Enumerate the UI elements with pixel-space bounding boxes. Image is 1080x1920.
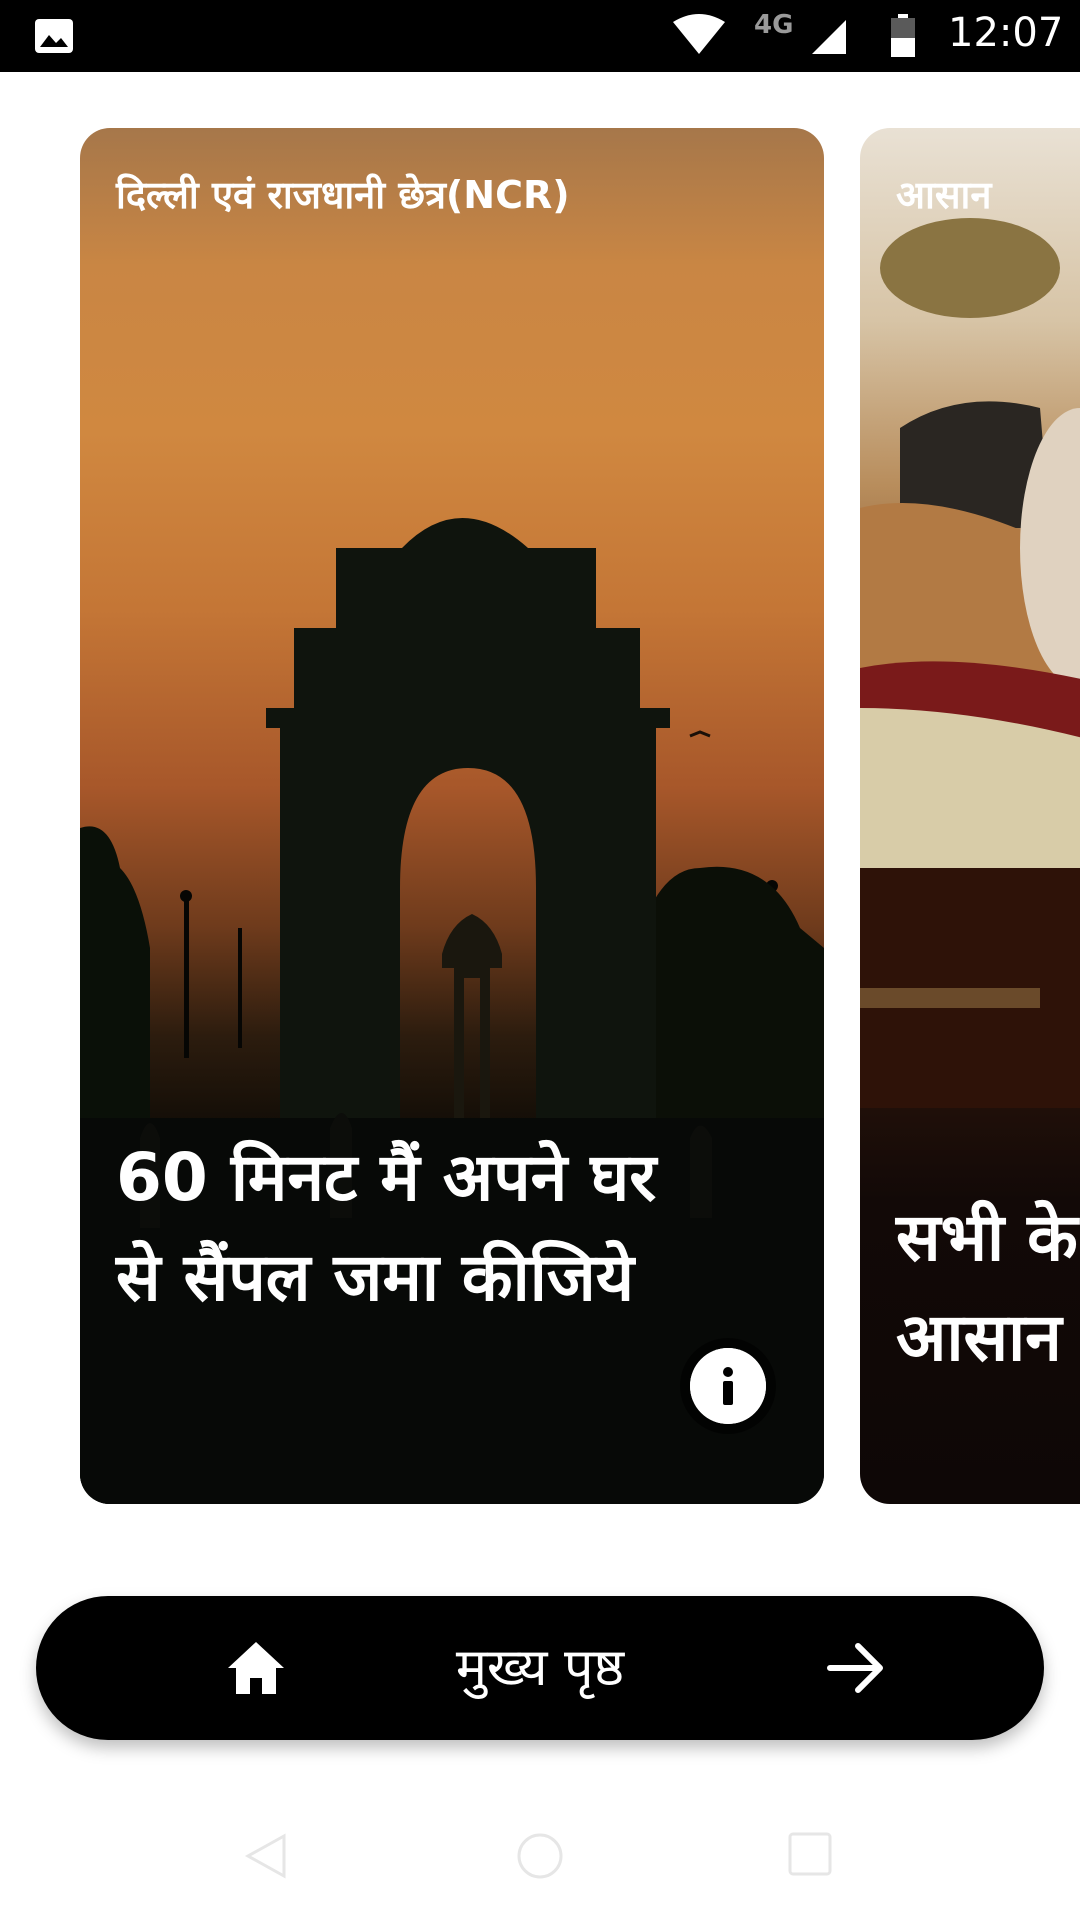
back-icon[interactable] [240, 1830, 292, 1882]
info-icon [690, 1348, 766, 1424]
gallery-icon [34, 18, 74, 54]
status-bar [0, 0, 1080, 72]
home-page-label: मुख्य पृष्ठ [455, 1638, 625, 1698]
carousel-card-ncr[interactable] [80, 128, 824, 1504]
arrow-right-icon [826, 1640, 886, 1696]
clock: 12:07 [948, 10, 1064, 56]
card-title-2 [896, 1188, 1080, 1388]
region-label-2: आसान [896, 173, 992, 217]
wifi-icon [672, 14, 726, 56]
home-page-button[interactable] [36, 1596, 1044, 1740]
carousel-card-easy[interactable] [860, 128, 1080, 1504]
card-title-2-line2: आसान [896, 1299, 1062, 1376]
region-label: दिल्ली एवं राजधानी छेत्र(NCR) [116, 173, 570, 217]
signal-icon [810, 18, 848, 56]
card-title: 60 मिनट मैं अपने घर से सैंपल जमा कीजिये [116, 1139, 657, 1316]
network-type: 4G [754, 10, 794, 40]
system-nav-bar [0, 1790, 1080, 1920]
info-button[interactable] [690, 1348, 766, 1424]
card-title-2-line1: सभी के [896, 1199, 1078, 1276]
home-circle-icon[interactable] [514, 1830, 566, 1882]
recent-apps-icon[interactable] [786, 1830, 834, 1878]
battery-icon [890, 14, 916, 58]
